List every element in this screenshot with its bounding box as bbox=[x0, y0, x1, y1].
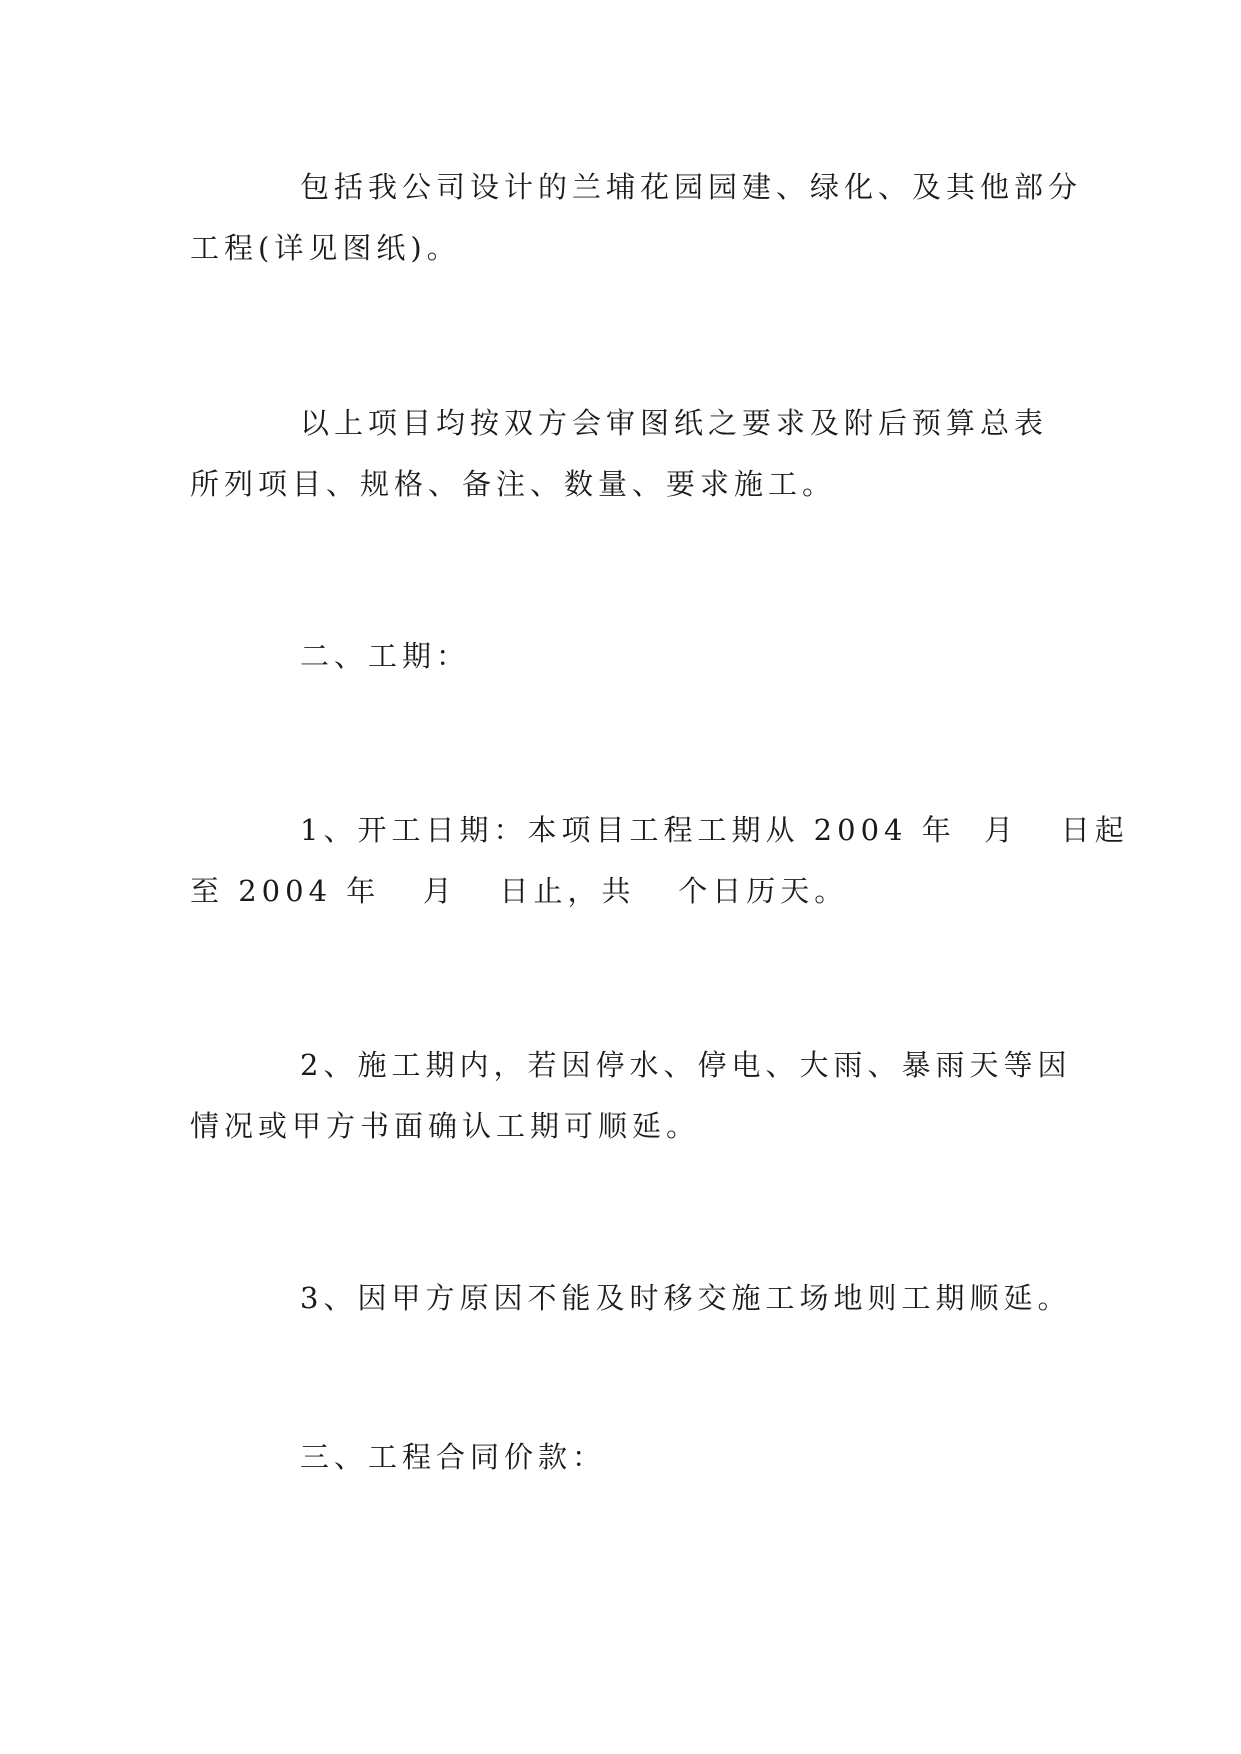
paragraph-start-date bbox=[190, 800, 1129, 922]
heading-text: 二、工期： bbox=[300, 639, 471, 673]
paragraph-line: 工程(详见图纸)。 bbox=[190, 231, 461, 265]
paragraph-line: 2、施工期内，若因停水、停电、大雨、暴雨天等因 bbox=[300, 1048, 1072, 1082]
paragraph-line: 包括我公司设计的兰埔花园园建、绿化、及其他部分 bbox=[300, 170, 1083, 204]
paragraph-schedule-extension-site bbox=[190, 1268, 1072, 1329]
paragraph-schedule-extension-weather bbox=[190, 1035, 1072, 1157]
section-heading-contract-price bbox=[190, 1427, 1050, 1488]
paragraph-construction-requirements bbox=[190, 393, 1050, 515]
paragraph-line: 1、开工日期：本项目工程工期从 2004 年 月 日起 bbox=[300, 813, 1129, 847]
paragraph-line: 至 2004 年 月 日止，共 个日历天。 bbox=[190, 874, 849, 908]
paragraph-line: 情况或甲方书面确认工期可顺延。 bbox=[190, 1109, 701, 1143]
heading-text: 三、工程合同价款： bbox=[300, 1440, 607, 1474]
paragraph-line: 以上项目均按双方会审图纸之要求及附后预算总表 bbox=[300, 406, 1049, 440]
paragraph-project-scope bbox=[190, 157, 1083, 279]
paragraph-line: 所列项目、规格、备注、数量、要求施工。 bbox=[190, 467, 837, 501]
paragraph-line: 3、因甲方原因不能及时移交施工场地则工期顺延。 bbox=[300, 1281, 1072, 1315]
section-heading-schedule bbox=[190, 626, 1050, 687]
